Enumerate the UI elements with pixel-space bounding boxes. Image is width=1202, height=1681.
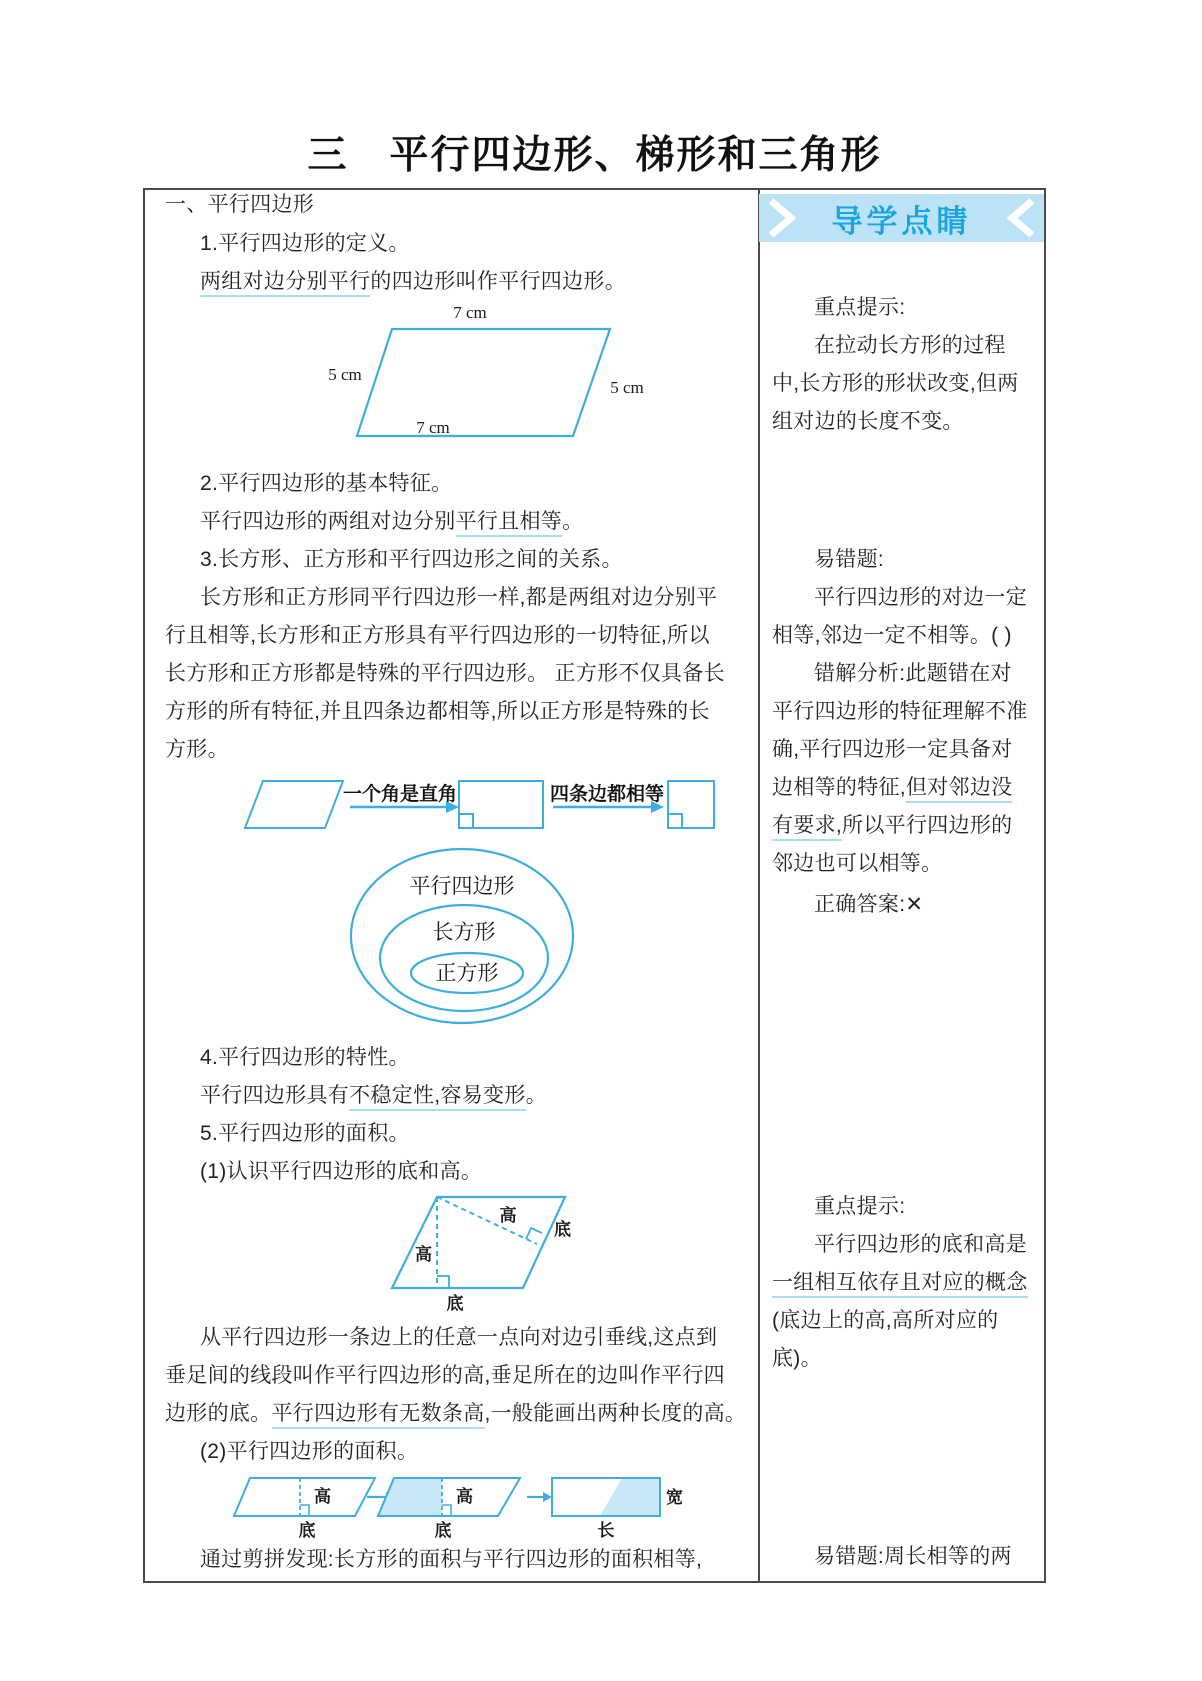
- shaded-cut-piece: [378, 1478, 442, 1516]
- chevron-left-icon: [1012, 201, 1032, 235]
- left-line-p11: 4.平行四边形的特性。: [200, 1046, 410, 1069]
- left-line-p5: 3.长方形、正方形和平行四边形之间的关系。: [200, 548, 623, 571]
- base-height-figure: [370, 1192, 585, 1317]
- underlined-phrase: 平行且相等: [456, 510, 563, 537]
- height-label-2: 高: [499, 1206, 517, 1225]
- left-line-p9: 方形的所有特征,并且四条边都相等,所以正方形是特殊的长: [165, 700, 710, 723]
- side-label-left: 5 cm: [328, 365, 362, 384]
- sidebar-line-s9: 平行四边形的特征理解不准: [772, 700, 1028, 723]
- sidebar-line-s17: [772, 1268, 1028, 1298]
- right-angle-mark: [437, 1276, 449, 1288]
- sidebar-line-s5: 易错题:: [814, 548, 885, 571]
- height-label: 高: [314, 1487, 331, 1506]
- sidebar-answer: 正确答案:✕: [814, 893, 924, 916]
- banner-title: 导学点睛: [831, 203, 972, 239]
- left-line-p3: 2.平行四边形的基本特征。: [200, 472, 453, 495]
- underlined-phrase: 平行四边形有无数条高: [272, 1402, 485, 1429]
- height-label-1: 高: [415, 1245, 432, 1264]
- right-angle-mark: [668, 814, 682, 828]
- sidebar-line-s2: 在拉动长方形的过程: [814, 334, 1006, 357]
- height-dashed-line-slanted: [437, 1197, 537, 1244]
- parallelogram-shape: [245, 781, 343, 828]
- parallelogram-definition-figure: [285, 296, 680, 446]
- rectangle-shape: [459, 781, 543, 828]
- sidebar-line-s19: 底)。: [772, 1347, 822, 1370]
- side-label-right: 5 cm: [610, 378, 644, 397]
- column-divider: [758, 190, 760, 1581]
- underlined-phrase: 一组相互依存且对应的概念: [772, 1271, 1028, 1298]
- sidebar-line-s16: 平行四边形的底和高是: [814, 1233, 1027, 1256]
- left-line-p17: 边形的底。平行四边形有无数条高,一般能画出两种长度的高。: [165, 1399, 746, 1429]
- sidebar-line-s13: 邻边也可以相等。: [772, 852, 943, 875]
- square-shape: [668, 781, 714, 828]
- sidebar-line-s12: 有要求,所以平行四边形的: [772, 811, 1012, 841]
- parallelogram-shape: [234, 1478, 375, 1516]
- left-line-p10: 方形。: [165, 738, 229, 761]
- venn-label-parallelogram: 平行四边形: [409, 875, 515, 898]
- banner-chevrons: [759, 194, 1044, 242]
- underlined-phrase: 但对邻边没: [906, 776, 1013, 803]
- parallelogram-shape: [392, 1197, 565, 1288]
- sidebar-line-s20: 易错题:周长相等的两: [814, 1545, 1012, 1568]
- left-line-p4: 平行四边形的两组对边分别平行且相等。: [200, 507, 583, 537]
- left-line-p2: 两组对边分别平行的四边形叫作平行四边形。: [200, 267, 626, 297]
- sidebar-line-s10: 确,平行四边形一定具备对: [772, 738, 1013, 761]
- base-label-1: 底: [446, 1294, 464, 1313]
- transform-label-right-angle: 一个角是直角: [342, 784, 458, 805]
- sidebar-line-s15: 重点提示:: [814, 1195, 906, 1218]
- chevron-right-icon: [771, 201, 791, 235]
- shape-transformation-figure: [230, 770, 730, 835]
- left-line-p14: (1)认识平行四边形的底和高。: [200, 1160, 483, 1183]
- sidebar-line-s11: 边相等的特征,但对邻边没: [772, 773, 1012, 803]
- sidebar-line-s3: 中,长方形的形状改变,但两: [772, 372, 1019, 395]
- left-line-p13: 5.平行四边形的面积。: [200, 1122, 410, 1145]
- transform-label-equal-sides: 四条边都相等: [549, 784, 665, 805]
- right-angle-mark: [300, 1505, 309, 1516]
- left-line-p8: 长方形和正方形都是特殊的平行四边形。 正方形不仅具备长: [165, 662, 725, 685]
- page-title: 三 平行四边形、梯形和三角形: [307, 134, 882, 177]
- sidebar-banner: [759, 194, 1044, 242]
- right-angle-mark: [526, 1228, 542, 1239]
- base-label: 底: [298, 1521, 316, 1540]
- underlined-phrase: 两组对边分别平行: [200, 270, 370, 297]
- base-label: 底: [434, 1521, 452, 1540]
- left-line-p19: 通过剪拼发现:长方形的面积与平行四边形的面积相等,: [200, 1548, 703, 1571]
- sidebar-line-s6: 平行四边形的对边一定: [814, 586, 1027, 609]
- left-line-p18: (2)平行四边形的面积。: [200, 1440, 419, 1463]
- section-heading-parallelogram: 一、平行四边形: [165, 193, 315, 216]
- sidebar-line-s4: 组对边的长度不变。: [772, 410, 964, 433]
- width-label: 宽: [666, 1488, 683, 1507]
- side-label-top: 7 cm: [453, 303, 487, 322]
- underlined-phrase: 有要求,: [772, 814, 842, 841]
- left-line-p12: 平行四边形具有不稳定性,容易变形。: [200, 1081, 547, 1111]
- left-line-p6: 长方形和正方形同平行四边形一样,都是两组对边分别平: [200, 586, 718, 609]
- height-label: 高: [456, 1487, 473, 1506]
- venn-diagram-figure: [340, 843, 590, 1029]
- arrow-head: [543, 1492, 552, 1502]
- parallelogram-shape: [357, 329, 610, 436]
- left-line-p15: 从平行四边形一条边上的任意一点向对边引垂线,这点到: [200, 1326, 718, 1349]
- base-label-2: 底: [554, 1220, 571, 1239]
- right-angle-mark: [442, 1505, 451, 1516]
- side-label-bottom: 7 cm: [416, 418, 450, 437]
- left-line-p1: 1.平行四边形的定义。: [200, 232, 410, 255]
- underlined-phrase: 不稳定性,容易变形: [349, 1084, 526, 1111]
- venn-label-square: 正方形: [435, 962, 499, 985]
- sidebar-line-s18: (底边上的高,高所对应的: [772, 1309, 999, 1332]
- right-angle-mark: [459, 814, 473, 828]
- left-line-p7: 行且相等,长方形和正方形具有平行四边形的一切特征,所以: [165, 624, 710, 647]
- length-label: 长: [597, 1521, 615, 1540]
- sidebar-line-s8: 错解分析:此题错在对: [814, 662, 1012, 685]
- area-figure: [225, 1462, 700, 1540]
- sidebar-line-s1: 重点提示:: [814, 296, 906, 319]
- sidebar-line-s7: 相等,邻边一定不相等。( ): [772, 624, 1012, 647]
- venn-label-rectangle: 长方形: [432, 921, 496, 944]
- left-line-p16: 垂足间的线段叫作平行四边形的高,垂足所在的边叫作平行四: [165, 1364, 725, 1387]
- shaded-moved-piece: [600, 1478, 660, 1516]
